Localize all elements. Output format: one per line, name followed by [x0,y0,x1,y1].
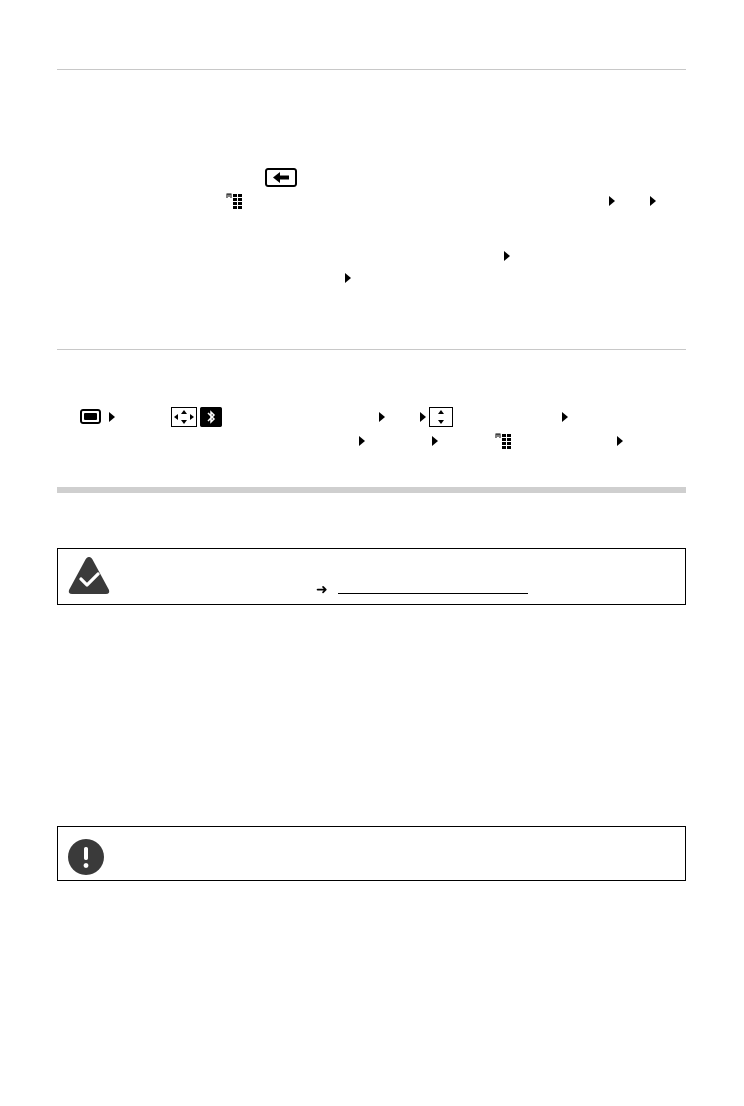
section-divider-middle [57,349,686,350]
success-note-box [57,548,686,605]
section-heading-bar [57,487,686,493]
step-triangle-icon [109,412,115,422]
right-arrow-icon: ➜ [316,582,328,598]
navigation-key-icon [171,407,197,427]
warning-note-box [57,826,686,881]
step-triangle-icon [562,412,568,422]
step-triangle-icon [420,412,426,422]
navigation-key-icon [429,407,453,427]
keypad-icon [494,432,514,450]
step-triangle-icon [650,196,656,206]
section-divider-top [57,69,686,70]
step-triangle-icon [617,436,623,446]
back-arrow-key-icon [265,168,297,187]
step-triangle-icon [609,196,615,206]
step-triangle-icon [345,273,351,283]
step-triangle-icon [359,436,365,446]
step-triangle-icon [504,251,510,261]
menu-key-icon [80,409,101,424]
exclamation-circle-icon [66,837,106,877]
step-triangle-icon [432,436,438,446]
keypad-icon [225,192,245,210]
step-triangle-icon [379,412,385,422]
check-triangle-icon [66,554,112,598]
bluetooth-icon [200,407,222,427]
cross-reference-link[interactable] [338,593,528,594]
